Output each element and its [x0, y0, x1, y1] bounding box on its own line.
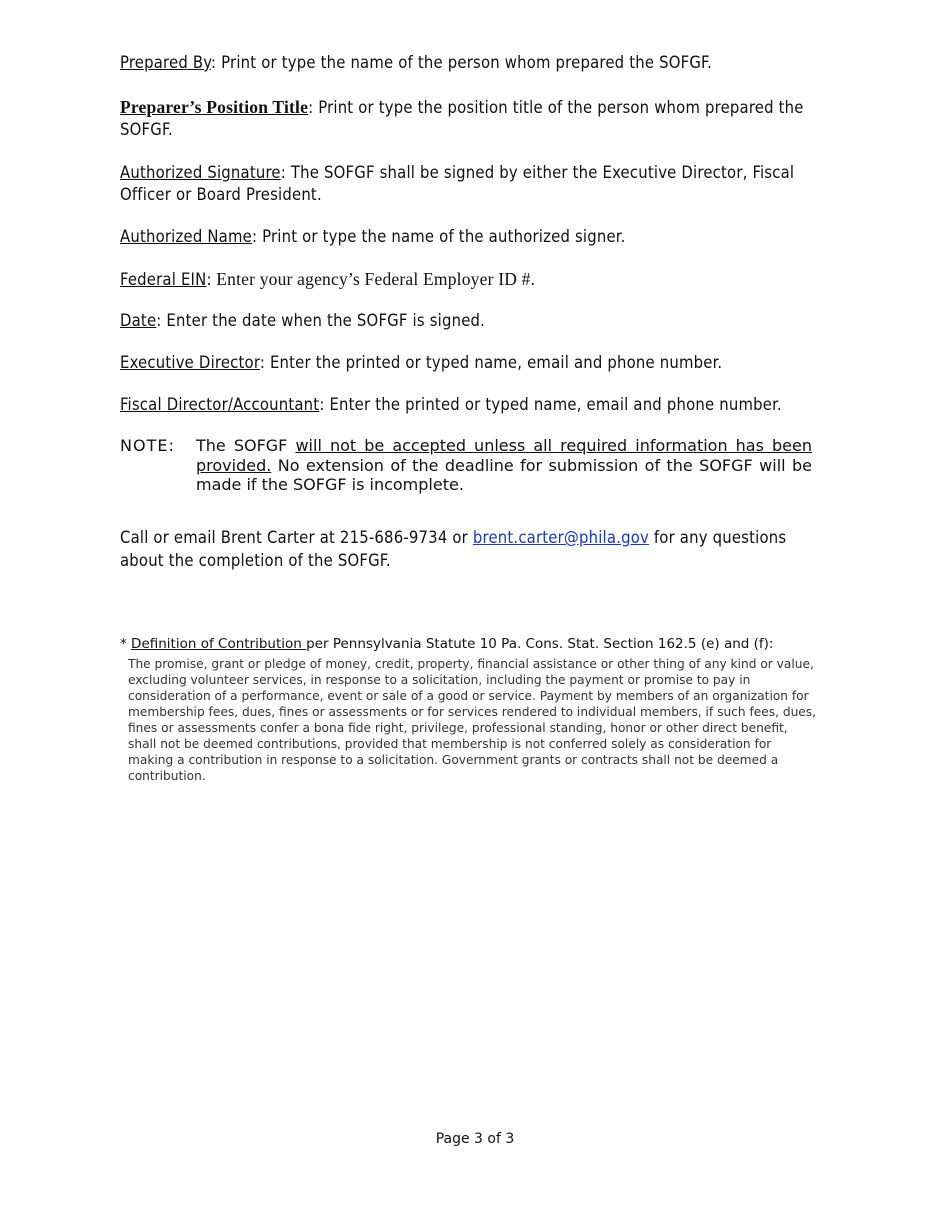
- definition-title: Definition of Contribution: [131, 636, 307, 652]
- field-term: Authorized Signature: [120, 163, 281, 182]
- field-description: Enter your agency’s Federal Employer ID #.: [211, 269, 536, 289]
- field-position-title: Preparer’s Position Title: Print or type the position title of the person whom prepared the SOFGF.: [120, 97, 804, 139]
- field-description: The SOFGF shall be signed by either the Executive Director, Fiscal Officer or Board President.: [120, 163, 795, 204]
- field-term: Preparer’s Position Title: [120, 97, 309, 117]
- field-authorized-name: Authorized Name: Print or type the name of the authorized signer.: [120, 227, 626, 246]
- note-block: [120, 436, 812, 495]
- definition-source: per Pennsylvania Statute 10 Pa. Cons. Stat. Section 162.5 (e) and (f):: [306, 636, 774, 652]
- field-term: Date: [120, 311, 157, 330]
- field-term: Prepared By: [120, 53, 212, 72]
- definition-body: The promise, grant or pledge of money, credit, property, financial assistance or other thing of any kind or value, excluding volunteer services, in response to a solicitation, including the payment or promise to pay in consideration of a performance, event or sale of a good or service. Payment by members of an organization for membership fees, dues, fines or assessments or for services rendered to individual members, if such fees, dues, fines or assessments confer a bona fide right, privilege, professional standing, honor or other direct benefit, shall not be deemed contributions, provided that membership is not conferred solely as consideration for making a contribution in response to a solicitation. Government grants or contracts shall not be deemed a contribution.: [128, 657, 817, 783]
- note-label: NOTE:: [120, 436, 175, 455]
- note-text: The SOFGF will not be accepted unless all required information has been provided. No extension of the deadline for submission of the SOFGF will be made if the SOFGF is incomplete.: [196, 436, 813, 494]
- field-date: Date: Enter the date when the SOFGF is signed.: [120, 311, 486, 330]
- field-description: Print or type the name of the person whom prepared the SOFGF.: [216, 53, 713, 72]
- field-term: Executive Director: [120, 353, 260, 372]
- field-description: Print or type the position title of the person whom prepared the SOFGF.: [120, 98, 804, 139]
- field-description: Enter the printed or typed name, email and phone number.: [324, 395, 782, 414]
- field-prepared-by: Prepared By: Print or type the name of the person whom prepared the SOFGF.: [120, 53, 713, 72]
- email-link[interactable]: brent.carter@phila.gov: [472, 528, 649, 547]
- contact-paragraph: Call or email Brent Carter at 215-686-9734 or brent.carter@phila.gov for any questions about the completion of the SOFGF.: [120, 528, 787, 570]
- field-fiscal-director: Fiscal Director/Accountant: Enter the printed or typed name, email and phone number.: [120, 395, 782, 414]
- field-description: Print or type the name of the authorized signer.: [257, 227, 626, 246]
- field-description: Enter the printed or typed name, email and phone number.: [265, 353, 723, 372]
- field-description: Enter the date when the SOFGF is signed.: [161, 311, 486, 330]
- field-authorized-signature: Authorized Signature: The SOFGF shall be signed by either the Executive Director, Fiscal Officer or Board President.: [120, 163, 795, 204]
- field-term: Federal EIN: [120, 270, 207, 289]
- field-federal-ein: Federal EIN: Enter your agency’s Federal Employer ID #.: [120, 269, 536, 289]
- field-term: Fiscal Director/Accountant: [120, 395, 320, 414]
- page-number: Page 3 of 3: [435, 1131, 515, 1147]
- field-executive-director: Executive Director: Enter the printed or typed name, email and phone number.: [120, 353, 723, 372]
- field-term: Authorized Name: [120, 227, 252, 246]
- definition-heading: * Definition of Contribution per Pennsylvania Statute 10 Pa. Cons. Stat. Section 162.5 (e) and (f):: [120, 636, 774, 652]
- note-emphasis: will not be accepted unless all required information has been provided.: [196, 436, 813, 475]
